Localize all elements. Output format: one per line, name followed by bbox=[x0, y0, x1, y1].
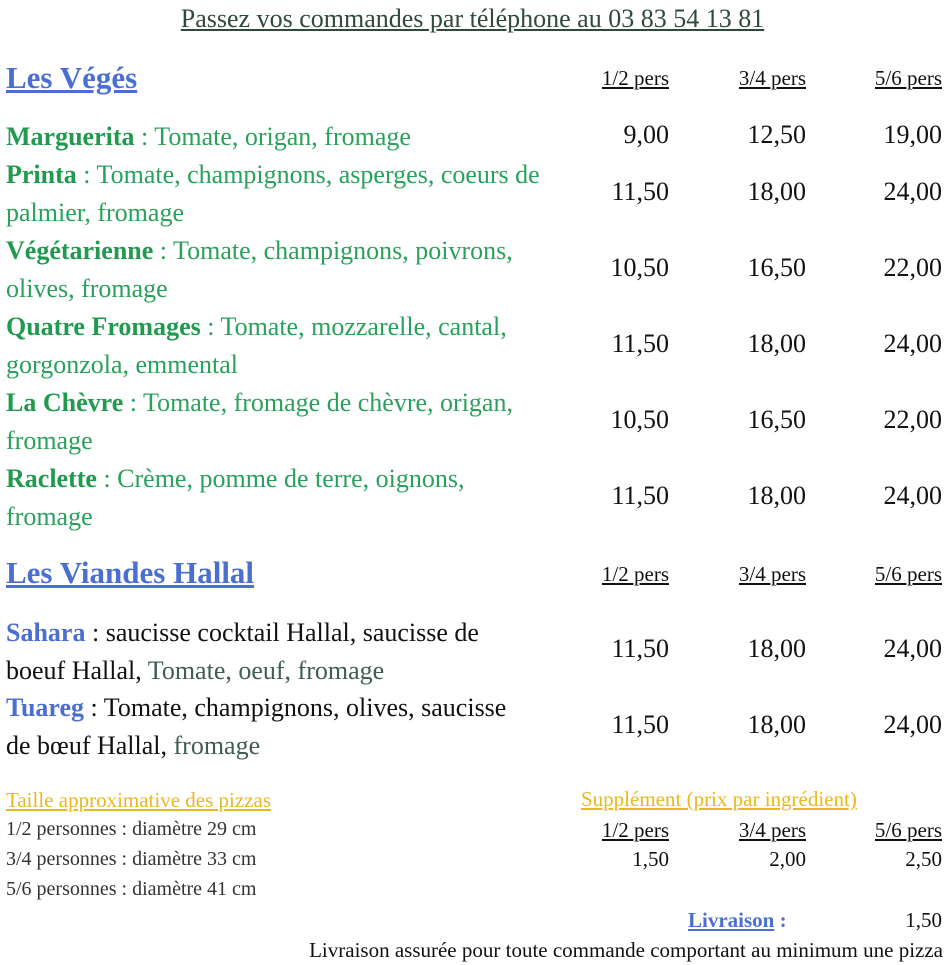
item-name: Printa bbox=[6, 160, 77, 189]
menu-item bbox=[6, 232, 546, 308]
size-line: 3/4 personnes : diamètre 33 cm bbox=[6, 848, 257, 870]
item-sep: : bbox=[96, 464, 118, 493]
item-sep: : bbox=[84, 693, 104, 722]
item-sep: : bbox=[76, 160, 97, 189]
menu-item bbox=[6, 118, 546, 156]
page-header: Passez vos commandes par téléphone au 03 83 54 13 81 bbox=[180, 4, 765, 33]
item-name: Quatre Fromages bbox=[6, 312, 201, 341]
item-desc: Crème, pomme de terre, oignons, fromage bbox=[6, 464, 465, 531]
sizes-title: Taille approximative des pizzas bbox=[6, 788, 272, 812]
item-name: Végétarienne bbox=[6, 236, 154, 265]
item-sep: : bbox=[153, 236, 174, 265]
menu-item bbox=[6, 384, 546, 460]
item-price: 11,50 bbox=[611, 481, 669, 510]
col-head-three-quarter: 3/4 pers bbox=[738, 818, 806, 842]
col-head-three-quarter: 3/4 pers bbox=[738, 562, 806, 586]
item-desc-soft: Tomate, oeuf, fromage bbox=[141, 656, 385, 685]
section-title-viandes: Les Viandes Hallal bbox=[6, 555, 255, 590]
menu-item bbox=[6, 689, 526, 765]
col-head-five-six: 5/6 pers bbox=[874, 66, 942, 90]
section-title-veges: Les Végés bbox=[6, 60, 138, 95]
menu-item bbox=[6, 308, 546, 384]
item-price: 11,50 bbox=[611, 634, 669, 663]
livraison-label bbox=[688, 908, 787, 933]
item-price: 11,50 bbox=[611, 177, 669, 206]
item-price: 18,00 bbox=[747, 710, 806, 739]
item-price: 24,00 bbox=[883, 329, 942, 358]
item-sep: : bbox=[200, 312, 221, 341]
supplement-price: 2,50 bbox=[905, 847, 942, 871]
col-head-half: 1/2 pers bbox=[601, 562, 669, 586]
item-price: 11,50 bbox=[611, 710, 669, 739]
item-price: 11,50 bbox=[611, 329, 669, 358]
item-price: 22,00 bbox=[883, 253, 942, 282]
item-price: 19,00 bbox=[883, 120, 942, 149]
livraison-label-text: Livraison bbox=[688, 908, 775, 932]
livraison-price: 1,50 bbox=[905, 908, 942, 932]
item-desc: Tomate, champignons, olives, saucisse de bœuf Hallal, bbox=[6, 693, 507, 760]
col-head-five-six: 5/6 pers bbox=[874, 562, 942, 586]
item-price: 10,50 bbox=[610, 253, 669, 282]
item-price: 24,00 bbox=[883, 710, 942, 739]
item-price: 18,00 bbox=[747, 329, 806, 358]
livraison-note: Livraison assurée pour toute commande comportant au minimum une pizza bbox=[309, 938, 943, 962]
item-desc: Tomate, champignons, asperges, coeurs de palmier, fromage bbox=[6, 160, 540, 227]
col-head-three-quarter: 3/4 pers bbox=[738, 66, 806, 90]
item-desc: saucisse cocktail Hallal, saucisse de boeuf Hallal, bbox=[6, 618, 479, 685]
menu-item bbox=[6, 156, 546, 232]
item-sep: : bbox=[134, 122, 155, 151]
item-price: 24,00 bbox=[883, 177, 942, 206]
item-price: 22,00 bbox=[883, 405, 942, 434]
item-desc: Tomate, champignons, poivrons, olives, fromage bbox=[6, 236, 513, 303]
item-price: 12,50 bbox=[747, 120, 806, 149]
supplement-title: Supplément (prix par ingrédient) bbox=[581, 787, 857, 811]
menu-item bbox=[6, 614, 526, 690]
supplement-price: 1,50 bbox=[632, 847, 669, 871]
item-name: Marguerita bbox=[6, 122, 135, 151]
item-desc: Tomate, origan, fromage bbox=[154, 122, 411, 151]
item-desc: Tomate, mozzarelle, cantal, gorgonzola, emmental bbox=[6, 312, 507, 379]
item-price: 16,50 bbox=[747, 405, 806, 434]
item-name: Sahara bbox=[6, 618, 86, 647]
item-sep: : bbox=[123, 388, 143, 417]
item-name: La Chèvre bbox=[6, 388, 124, 417]
item-price: 18,00 bbox=[747, 177, 806, 206]
item-price: 18,00 bbox=[747, 634, 806, 663]
size-line: 1/2 personnes : diamètre 29 cm bbox=[6, 818, 257, 840]
item-price: 24,00 bbox=[883, 481, 942, 510]
menu-item bbox=[6, 460, 546, 536]
item-price: 10,50 bbox=[610, 405, 669, 434]
item-desc: Tomate, fromage de chèvre, origan, fromage bbox=[6, 388, 513, 455]
col-head-five-six: 5/6 pers bbox=[874, 818, 942, 842]
col-head-half: 1/2 pers bbox=[601, 818, 669, 842]
item-name: Raclette bbox=[6, 464, 97, 493]
supplement-price: 2,00 bbox=[769, 847, 806, 871]
item-price: 9,00 bbox=[623, 120, 669, 149]
item-sep: : bbox=[85, 618, 106, 647]
item-price: 24,00 bbox=[883, 634, 942, 663]
size-line: 5/6 personnes : diamètre 41 cm bbox=[6, 878, 257, 900]
item-price: 16,50 bbox=[747, 253, 806, 282]
item-price: 18,00 bbox=[747, 481, 806, 510]
item-name: Tuareg bbox=[6, 693, 85, 722]
col-head-half: 1/2 pers bbox=[601, 66, 669, 90]
livraison-sep: : bbox=[774, 908, 787, 932]
item-desc-soft: fromage bbox=[167, 731, 261, 760]
